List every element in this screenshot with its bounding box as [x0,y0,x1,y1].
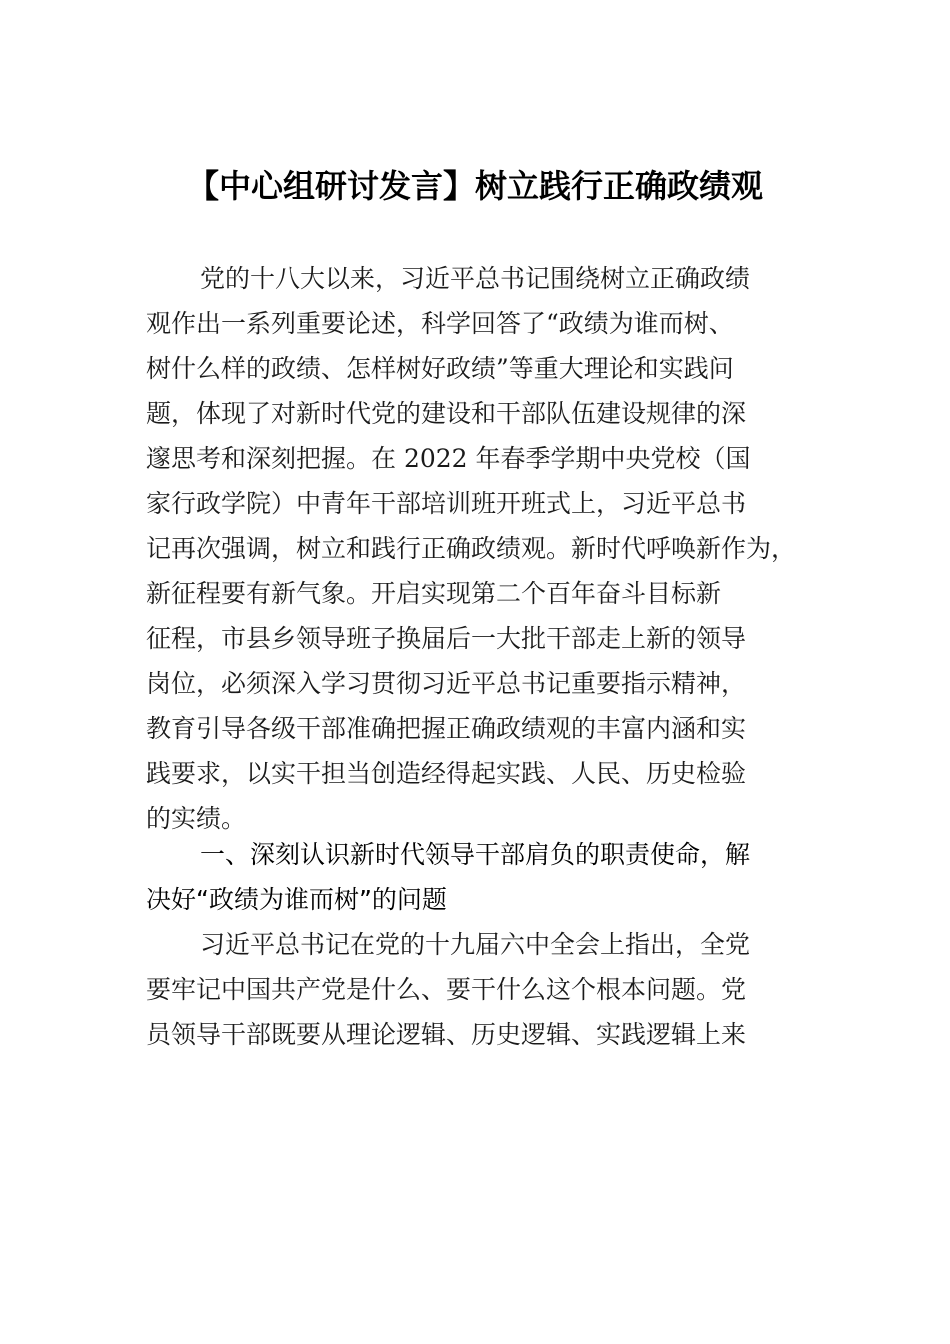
paragraph-line: 习近平总书记在党的十九届六中全会上指出，全党 [200,930,751,959]
document-title: 【中心组研讨发言】树立践行正确政绩观 [186,167,763,205]
section-heading-1 [146,832,810,922]
paragraph-line: 的实绩。 [146,804,247,833]
paragraph-section-1 [146,922,810,1057]
heading-line: 决好“政绩为谁而树”的问题 [146,885,447,914]
heading-line: 一、深刻认识新时代领导干部肩负的职责使命，解 [200,840,751,869]
paragraph-line: 员领导干部既要从理论逻辑、历史逻辑、实践逻辑上来 [146,1020,747,1049]
paragraph-line: 邃思考和深刻把握。在 2022 年春季学期中央党校（国 [146,444,751,473]
paragraph-line: 征程，市县乡领导班子换届后一大批干部走上新的领导 [146,624,747,653]
paragraph-line: 岗位，必须深入学习贯彻习近平总书记重要指示精神， [146,669,747,698]
paragraph-line: 践要求，以实干担当创造经得起实践、人民、历史检验 [146,759,747,788]
paragraph-line: 教育引导各级干部准确把握正确政绩观的丰富内涵和实 [146,714,747,743]
paragraph-intro [146,256,810,841]
paragraph-line: 题，体现了对新时代党的建设和干部队伍建设规律的深 [146,399,747,428]
paragraph-line: 观作出一系列重要论述，科学回答了“政绩为谁而树、 [146,309,734,338]
paragraph-line: 树什么样的政绩、怎样树好政绩”等重大理论和实践问 [146,354,734,383]
paragraph-line: 新征程要有新气象。开启实现第二个百年奋斗目标新 [146,579,722,608]
paragraph-line: 家行政学院）中青年干部培训班开班式上，习近平总书 [146,489,747,518]
paragraph-line: 党的十八大以来，习近平总书记围绕树立正确政绩 [200,264,751,293]
paragraph-line: 记再次强调，树立和践行正确政绩观。新时代呼唤新作为， [146,534,797,563]
paragraph-line: 要牢记中国共产党是什么、要干什么这个根本问题。党 [146,975,747,1004]
